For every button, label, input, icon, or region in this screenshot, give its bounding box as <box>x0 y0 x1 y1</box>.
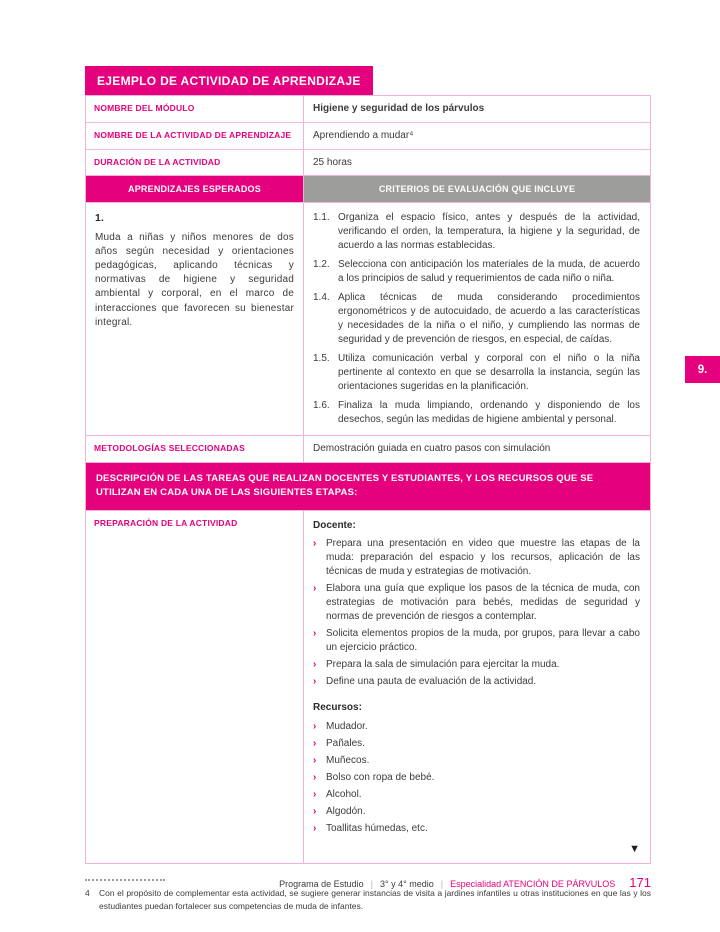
criteria-text: Finaliza la muda limpiando, ordenando y disponiendo de los desechos, según las medidas de higiene ambiental y personal. <box>338 400 640 426</box>
resource-text: Bolso con ropa de bebé. <box>326 772 435 784</box>
teacher-task-item <box>313 675 640 689</box>
tasks-description-banner: DESCRIPCIÓN DE LAS TAREAS QUE REALIZAN DOCENTES Y ESTUDIANTES, Y LOS RECURSOS QUE SE UTILIZAN EN CADA UNA DE LAS SIGUIENTES ETAPAS: <box>86 463 650 510</box>
bullet-icon: › <box>313 806 317 818</box>
bullet-icon: › <box>313 755 317 767</box>
bullet-icon: › <box>313 789 317 801</box>
criteria-item <box>313 211 640 253</box>
chapter-side-tab <box>685 356 720 383</box>
resource-text: Pañales. <box>326 738 365 750</box>
table-row-methodologies <box>86 436 650 463</box>
expected-learning-cell <box>86 203 304 435</box>
methodologies-label: METODOLOGÍAS SELECCIONADAS <box>86 436 304 462</box>
footnote-body <box>85 887 651 912</box>
footer-specialty: Especialidad ATENCIÓN DE PÁRVULOS <box>450 879 616 889</box>
criteria-text: Organiza el espacio físico, antes y después de la actividad, verificando el orden, la temperatura, la higiene y la seguridad, de acuerdo a las normas establecidas. <box>338 212 640 252</box>
activity-table <box>85 95 651 864</box>
table-row-description-banner <box>86 463 650 511</box>
bullet-icon: › <box>313 676 317 688</box>
criteria-list <box>304 203 650 435</box>
criteria-number: 1.1. <box>313 212 330 224</box>
footer-program: Programa de Estudio <box>279 879 364 889</box>
teacher-task-text: Solicita elementos propios de la muda, por grupos, para llevar a cabo un ejercicio práctico. <box>326 628 640 654</box>
table-row-duration <box>86 150 650 177</box>
table-row-activity-name <box>86 123 650 150</box>
footnote-text: Con el propósito de complementar esta actividad, se sugiere generar instancias de visita a jardines infantiles u otras instituciones en que las y los estudiantes puedan fortalecer sus competencias de muda de infantes. <box>99 888 651 911</box>
criteria-number: 1.2. <box>313 259 330 271</box>
teacher-task-text: Define una pauta de evaluación de la actividad. <box>326 676 537 688</box>
resource-text: Mudador. <box>326 721 368 733</box>
teacher-task-item <box>313 627 640 655</box>
table-continues-icon: ▼ <box>629 843 640 856</box>
resource-item <box>313 737 640 751</box>
teacher-task-item <box>313 658 640 672</box>
duration-label: DURACIÓN DE LA ACTIVIDAD <box>86 150 304 176</box>
expected-learning-text: Muda a niñas y niños menores de dos años según necesidad y orientaciones pedagógicas, aplicando técnicas y normativas de higiene y seguridad ambiental y corporal, en el marco de interacciones que favorecen su bienestar integral. <box>95 231 294 328</box>
table-row-learning-criteria <box>86 203 650 436</box>
resource-item <box>313 720 640 734</box>
evaluation-criteria-header: CRITERIOS DE EVALUACIÓN QUE INCLUYE <box>304 176 650 202</box>
resource-text: Toallitas húmedas, etc. <box>326 823 428 835</box>
bullet-icon: › <box>313 628 317 640</box>
page-number: 171 <box>629 875 651 890</box>
module-name-value: Higiene y seguridad de los párvulos <box>313 103 485 114</box>
resource-text: Muñecos. <box>326 755 370 767</box>
preparation-label: PREPARACIÓN DE LA ACTIVIDAD <box>86 511 304 864</box>
criteria-number: 1.5. <box>313 353 330 365</box>
bullet-icon: › <box>313 659 317 671</box>
table-row-module <box>86 96 650 123</box>
criteria-item <box>313 352 640 394</box>
bullet-icon: › <box>313 538 317 550</box>
criteria-item <box>313 258 640 286</box>
criteria-text: Aplica técnicas de muda considerando procedimientos ergonométricos y de autocuidado, de acuerdo a las características y necesidades de la niña o el niño, y cumpliendo las normas de seguridad y de prevención de riesgos, en especial, de caídas. <box>338 292 640 346</box>
criteria-number: 1.6. <box>313 400 330 412</box>
activity-title-banner: EJEMPLO DE ACTIVIDAD DE APRENDIZAJE <box>85 66 373 95</box>
footnote-separator <box>85 879 165 881</box>
activity-name-value: Aprendiendo a mudar⁴ <box>313 129 414 141</box>
table-row-preparation <box>86 511 650 864</box>
teacher-task-item <box>313 537 640 579</box>
page-content <box>85 66 651 912</box>
table-column-headers <box>86 176 650 203</box>
resource-item <box>313 822 640 836</box>
bullet-icon: › <box>313 772 317 784</box>
bullet-icon: › <box>313 738 317 750</box>
chapter-number: 9. <box>697 363 708 376</box>
footnote-number: 4 <box>85 888 90 899</box>
spacer <box>313 692 640 701</box>
footer-separator: | <box>440 879 444 889</box>
resource-text: Alcohol. <box>326 789 362 801</box>
expected-learning-number: 1. <box>95 212 105 225</box>
duration-value: 25 horas <box>313 156 352 168</box>
resource-item <box>313 754 640 768</box>
resource-item <box>313 771 640 785</box>
bullet-icon: › <box>313 583 317 595</box>
criteria-item <box>313 291 640 347</box>
resource-item <box>313 788 640 802</box>
expected-learning-header: APRENDIZAJES ESPERADOS <box>86 176 304 202</box>
footer-grade: 3° y 4° medio <box>379 879 434 889</box>
preparation-content <box>304 511 650 864</box>
resource-item <box>313 805 640 819</box>
criteria-text: Selecciona con anticipación los materiales de la muda, de acuerdo a los principios de salud y requerimientos de cada niño o niña. <box>338 259 640 285</box>
module-name-label: NOMBRE DEL MÓDULO <box>86 96 304 122</box>
teacher-task-item <box>313 582 640 624</box>
methodologies-value: Demostración guiada en cuatro pasos con simulación <box>313 443 551 455</box>
bullet-icon: › <box>313 823 317 835</box>
criteria-text: Utiliza comunicación verbal y corporal con el niño o la niña pertinente al contexto en que se desarrolla la instancia, según las orientaciones sugeridas en la planificación. <box>338 353 640 393</box>
footer-separator: | <box>370 879 373 889</box>
resource-text: Algodón. <box>326 806 366 818</box>
teacher-task-text: Elabora una guía que explique los pasos de la técnica de muda, con estrategias de motivación para bebés, medidas de seguridad y normas de prevención de riesgos a contemplar. <box>326 583 640 623</box>
resources-heading: Recursos: <box>313 702 362 714</box>
bullet-icon: › <box>313 721 317 733</box>
criteria-number: 1.4. <box>313 292 330 304</box>
page-footer <box>279 875 651 890</box>
teacher-task-text: Prepara una presentación en video que muestre las etapas de la muda: preparación del espacio y los recursos, aplicación de las técnicas de muda y estrategias de motivación. <box>326 538 640 578</box>
teacher-task-text: Prepara la sala de simulación para ejercitar la muda. <box>326 659 560 671</box>
activity-name-label: NOMBRE DE LA ACTIVIDAD DE APRENDIZAJE <box>86 123 304 149</box>
teacher-heading: Docente: <box>313 519 356 531</box>
criteria-item <box>313 399 640 427</box>
